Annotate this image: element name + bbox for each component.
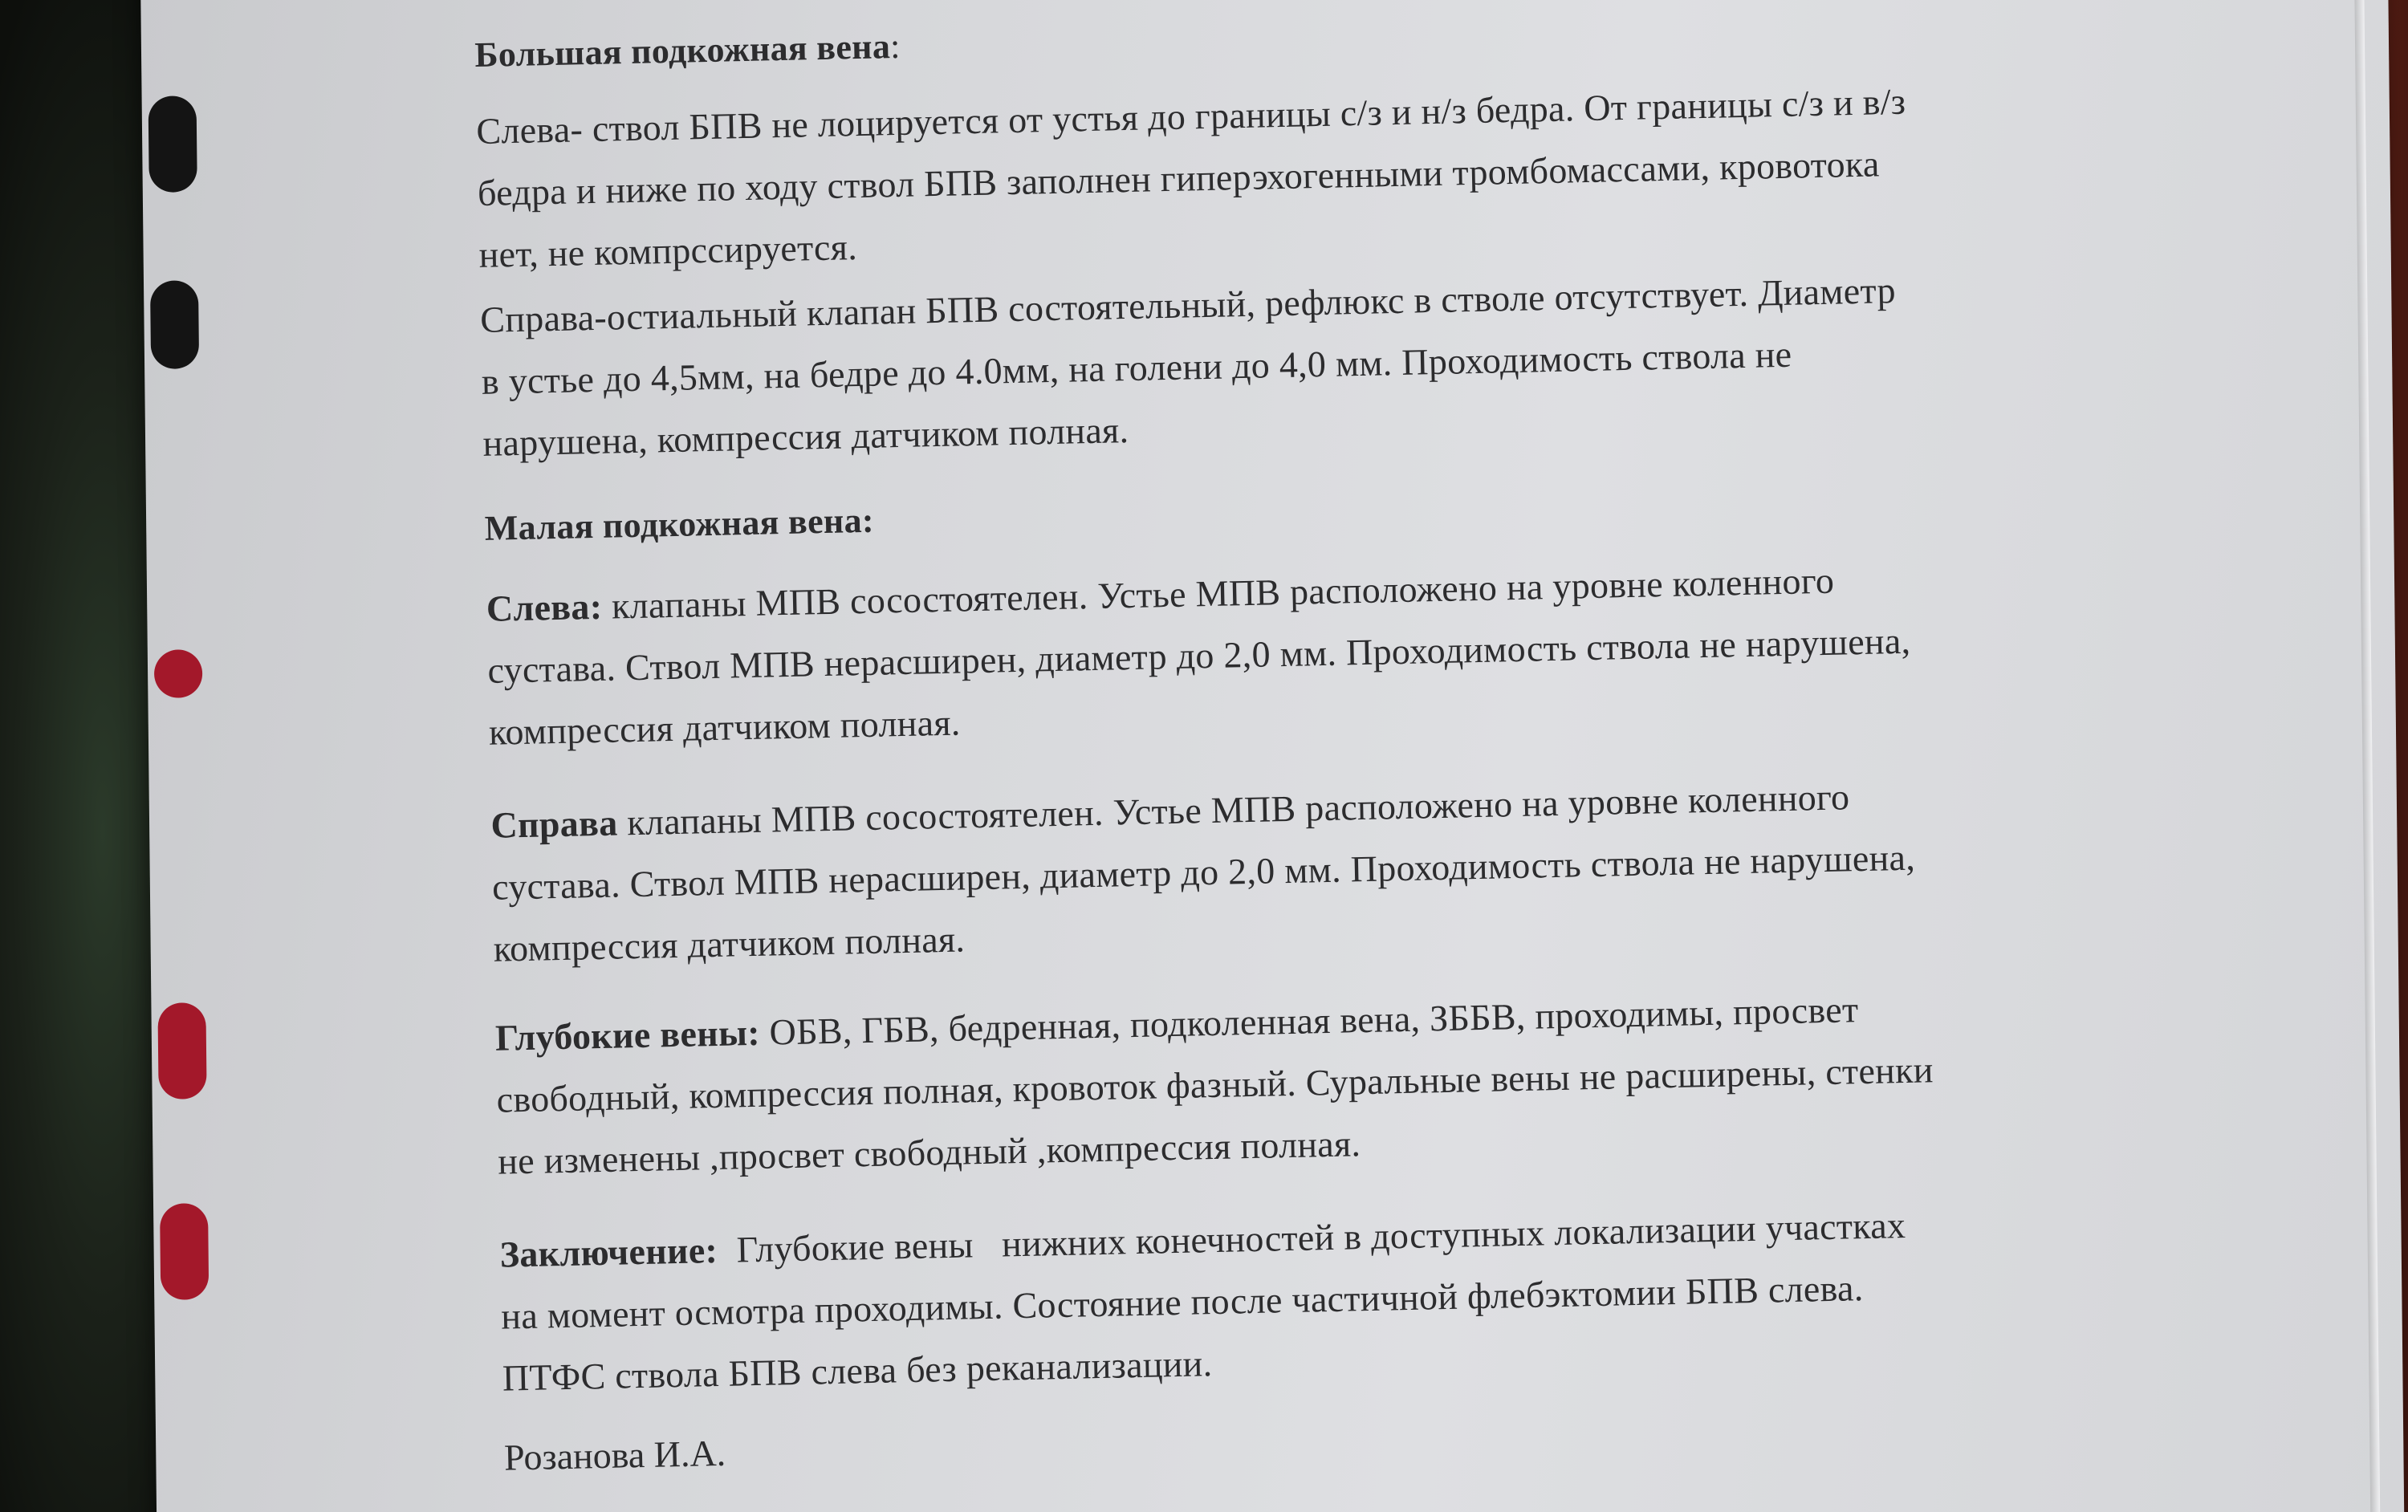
conclusion-label: Заключение: (499, 1229, 718, 1275)
text-line: Слева- ствол БПВ не лоцируется от устья до границы с/з и н/з бедра. От границы с/з и в/з (475, 80, 1906, 152)
text-line: свободный, компрессия полная, кровоток фазный. Суральные вены не расширены, стенки (496, 1049, 1934, 1120)
binder-hole (157, 1002, 206, 1099)
ssv-right-text: клапаны МПВ сосостоятелен. Устье МПВ расположено на уровне коленного (616, 776, 1850, 843)
binder-hole (150, 280, 199, 369)
signature-name: Розанова И.А. (503, 1432, 726, 1478)
deep-veins-paragraph (494, 971, 2223, 1193)
ssv-right-paragraph (490, 758, 2219, 980)
ssv-right-label: Справа (490, 802, 618, 846)
binder-hole (160, 1203, 209, 1300)
text-line: нет, не компрссируется. (478, 226, 858, 275)
text-line: компрессия датчиком полная. (493, 918, 966, 969)
ssv-left-text: клапаны МПВ сосостоятелен. Устье МПВ расположено на уровне коленного (601, 559, 1835, 627)
conclusion-text: Глубокие вены нижних конечностей в доступных локализации участках (717, 1204, 1906, 1270)
binder-hole (148, 96, 197, 193)
gsv-right-paragraph (480, 253, 2209, 474)
text-line: на момент осмотра проходимы. Состояние после частичной флебэктомии БПВ слева. (500, 1267, 1865, 1337)
text-line: Справа-остиальный клапан БПВ состоятельный, рефлюкс в стволе отсутствует. Диаметр (479, 269, 1897, 340)
ssv-heading: Малая подкожная вена: (484, 500, 875, 548)
text-line: бедра и ниже по ходу ствол БПВ заполнен гиперэхогенными тромбомассами, кровотока (477, 143, 1880, 213)
text-line: ПТФС ствола БПВ слева без реканализации. (502, 1343, 1213, 1399)
ssv-left-paragraph (486, 542, 2215, 763)
gsv-heading-text: Большая подкожная вена (474, 26, 891, 75)
text-line: сустава. Ствол МПВ нерасширен, диаметр до 2,0 мм. Проходимость ствола не нарушена, (491, 836, 1916, 908)
gsv-heading-colon: : (889, 26, 901, 67)
text-line: не изменены ,просвет свободный ,компрессия полная. (497, 1123, 1361, 1182)
document-text (474, 0, 2279, 1512)
deep-veins-label: Глубокие вены: (494, 1011, 761, 1059)
gsv-left-paragraph (476, 64, 2205, 286)
text-line: сустава. Ствол МПВ нерасширен, диаметр до 2,0 мм. Проходимость ствола не нарушена, (486, 620, 1911, 691)
conclusion-paragraph (499, 1188, 2228, 1409)
page-edge (2354, 0, 2381, 1512)
text-line: в устье до 4,5мм, на бедре до 4.0мм, на голени до 4,0 мм. Проходимость ствола не (481, 333, 1792, 402)
binder-hole (154, 649, 203, 698)
text-line: компрессия датчиком полная. (488, 701, 962, 753)
text-line: нарушена, компрессия датчиком полная. (482, 409, 1129, 464)
deep-veins-text: ОБВ, ГБВ, бедренная, подколенная вена, ЗББВ, проходимы, просвет (759, 989, 1859, 1053)
ssv-left-label: Слева: (486, 585, 603, 629)
